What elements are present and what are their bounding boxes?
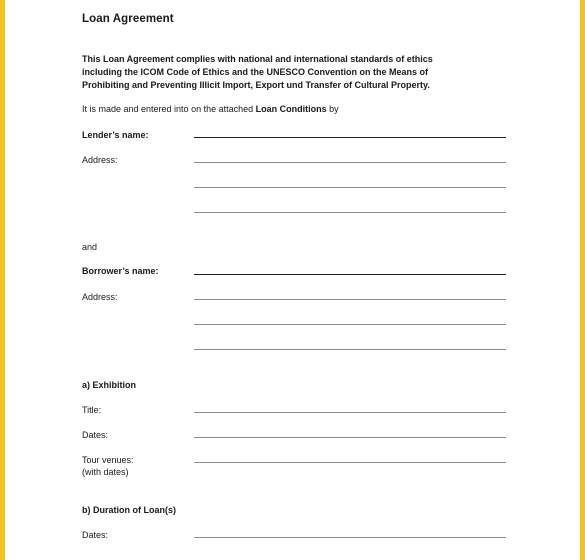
tour-venues-field[interactable]: [194, 462, 506, 463]
borrower-address-field-1[interactable]: [194, 299, 506, 300]
exhibition-title-field[interactable]: [194, 412, 506, 413]
and-label: and: [82, 242, 98, 252]
made-entered-sentence: [82, 104, 339, 114]
made-prefix: It is made and entered into on the attached: [82, 104, 256, 114]
made-suffix: by: [326, 104, 339, 114]
borrower-name-field[interactable]: [194, 274, 506, 275]
lender-name-field[interactable]: [194, 137, 506, 138]
exhibition-heading: a) Exhibition: [82, 380, 136, 390]
duration-dates-field[interactable]: [194, 537, 506, 538]
document-page: [5, 0, 580, 560]
lender-address-field-2[interactable]: [194, 187, 506, 188]
lender-address-field-3[interactable]: [194, 212, 506, 213]
intro-paragraph: [82, 53, 522, 92]
exhibition-dates-field[interactable]: [194, 437, 506, 438]
lender-address-label: Address:: [82, 155, 118, 165]
lender-name-label: Lender’s name:: [82, 130, 149, 140]
duration-dates-label: Dates:: [82, 530, 109, 540]
borrower-address-field-2[interactable]: [194, 324, 506, 325]
tour-venues-label: Tour venues:: [82, 455, 134, 465]
loan-conditions-text: Loan Conditions: [255, 104, 327, 114]
exhibition-dates-label: Dates:: [82, 430, 109, 440]
borrower-name-label: Borrower’s name:: [82, 266, 159, 276]
document-title: Loan Agreement: [82, 13, 174, 25]
intro-line: Prohibiting and Preventing Illicit Import, Export und Transfer of Cultural Property.: [82, 80, 430, 90]
exhibition-title-label: Title:: [82, 405, 102, 415]
duration-heading: b) Duration of Loan(s): [82, 505, 176, 515]
lender-address-field-1[interactable]: [194, 162, 506, 163]
tour-venues-sublabel: (with dates): [82, 467, 129, 477]
borrower-address-field-3[interactable]: [194, 349, 506, 350]
borrower-address-label: Address:: [82, 292, 118, 302]
intro-line: including the ICOM Code of Ethics and the UNESCO Convention on the Means of: [82, 67, 429, 77]
intro-line: This Loan Agreement complies with national and international standards of ethics: [82, 54, 433, 64]
